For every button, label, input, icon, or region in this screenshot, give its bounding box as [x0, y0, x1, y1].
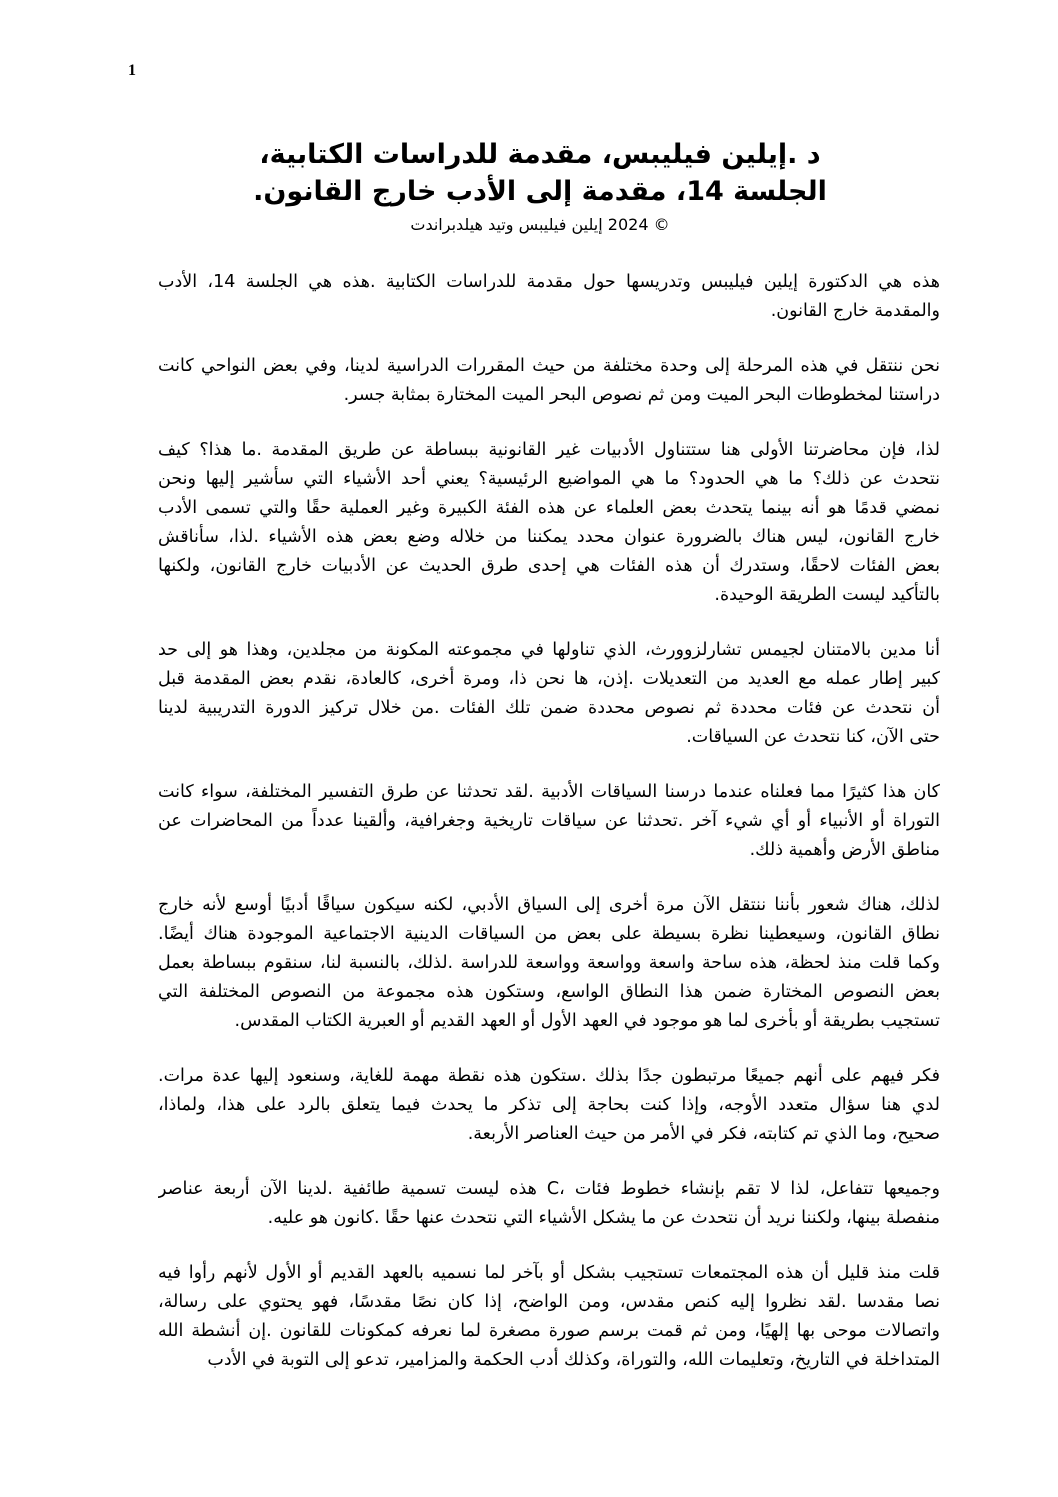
- title-line: الجلسة 14، مقدمة إلى الأدب خارج القانون.: [253, 176, 827, 207]
- paragraph: [158, 778, 940, 865]
- paragraph: [158, 352, 940, 410]
- text-line: فكر فيهم على أنهم جميعًا مرتبطون جدًا بذلك .ستكون هذه نقطة مهمة للغاية، وسنعود إليها عدة مرات.: [158, 1066, 940, 1086]
- text-line: المتداخلة في التاريخ، وتعليمات الله، والتوراة، وكذلك أدب الحكمة والمزامير، تدعو إلى التوبة في الأدب: [207, 1350, 940, 1370]
- text-line: نمضي قدمًا هو أنه بينما يتحدث بعض العلماء عن هذه الفئة الكبيرة وغير العملية حقًا والتي تسمى الأدب: [158, 498, 940, 518]
- text-line: خارج القانون، ليس هناك بالضرورة عنوان محدد يمكننا من خلاله وضع بعض هذه الأشياء .لذا، سأناقش: [158, 527, 940, 547]
- text-line: أن نتحدث عن فئات محددة ثم نصوص محددة ضمن تلك الفئات .من خلال تركيز الدورة التدريبية لدينا: [158, 698, 940, 718]
- text-line: كان هذا كثيرًا مما فعلناه عندما درسنا السياقات الأدبية .لقد تحدثنا عن طرق التفسير المختلفة، سواء كانت: [158, 782, 940, 802]
- paragraph: [158, 436, 940, 610]
- text-line: كبير إطار عمله مع العديد من التعديلات .إذن، ها نحن ذا، ومرة أخرى، كالعادة، نقدم بعض المقدمة قبل: [158, 669, 940, 689]
- copyright-subtitle: © 2024 إيلين فيليبس وتيد هيلدبراندت: [410, 215, 670, 234]
- paragraph: [158, 891, 940, 1036]
- text-line: حتى الآن، كنا نتحدث عن السياقات.: [686, 727, 940, 747]
- text-line: لذلك، هناك شعور بأننا ننتقل الآن مرة أخرى إلى السياق الأدبي، لكنه سيكون سياقًا أدبيًا أوسع لأنه خارج: [158, 895, 940, 915]
- text-line: نحن ننتقل في هذه المرحلة إلى وحدة مختلفة من حيث المقررات الدراسية لدينا، وفي بعض النواحي كانت: [158, 356, 940, 376]
- paragraph: [158, 268, 940, 326]
- text-line: دراستنا لمخطوطات البحر الميت ومن ثم نصوص البحر الميت المختارة بمثابة جسر.: [343, 385, 940, 405]
- text-line: بالتأكيد ليست الطريقة الوحيدة.: [714, 585, 940, 605]
- text-line: صحيح، وما الذي تم كتابته، فكر في الأمر من حيث العناصر الأربعة.: [467, 1124, 940, 1144]
- text-line: نطاق القانون، وسيعطينا نظرة بسيطة على بعض من السياقات الدينية الاجتماعية الموجودة هناك أيضًا.: [158, 924, 940, 944]
- text-line: التوراة أو الأنبياء أو أي شيء آخر .تحدثنا عن سياقات تاريخية وجغرافية، وألقينا عدداً من المحاضرات عن: [158, 811, 940, 831]
- text-line: وكما قلت منذ لحظة، هذه ساحة واسعة وواسعة وواسعة للدراسة .لذلك، بالنسبة لنا، سنقوم ببساطة بعمل: [158, 953, 940, 973]
- text-line: منفصلة بينها، ولكننا نريد أن نتحدث عن ما يشكل الأشياء التي نتحدث عنها حقًا .كانون هو عليه.: [267, 1208, 940, 1228]
- text-line: مناطق الأرض وأهمية ذلك.: [749, 840, 940, 860]
- paragraph: [158, 636, 940, 752]
- text-line: بعض النصوص المختارة ضمن هذا النطاق الواسع، وستكون هذه مجموعة من النصوص المختلفة التي: [158, 982, 940, 1002]
- text-line: بعض الفئات لاحقًا، وستدرك أن هذه الفئات هي إحدى طرق الحديث عن الأدبيات خارج القانون، ولكنها: [158, 556, 940, 576]
- document-body: [158, 268, 940, 1401]
- text-line: نتحدث عن ذلك؟ ما هي الحدود؟ ما هي المواضيع الرئيسية؟ يعني أحد الأشياء التي سأشير إليها ونحن: [158, 469, 940, 489]
- paragraph: [158, 1062, 940, 1149]
- page-number: 1: [128, 62, 136, 79]
- text-line: والمقدمة خارج القانون.: [770, 301, 940, 321]
- text-line: لذا، فإن محاضرتنا الأولى هنا ستتناول الأدبيات غير القانونية ببساطة عن طريق المقدمة .ما هذا؟ كيف: [158, 440, 940, 460]
- text-line: قلت منذ قليل أن هذه المجتمعات تستجيب بشكل أو بآخر لما نسميه بالعهد القديم أو الأول لأنهم رأوا فيه: [158, 1263, 940, 1283]
- text-line: واتصالات موحى بها إلهيًا، ومن ثم قمت برسم صورة مصغرة لما نعرفه كمكونات للقانون .إن أنشطة الله: [158, 1321, 940, 1341]
- text-line: وجميعها تتفاعل، لذا لا تقم بإنشاء خطوط فئات ،C هذه ليست تسمية طائفية .لدينا الآن أربعة عناصر: [158, 1179, 940, 1199]
- text-line: نصا مقدسا .لقد نظروا إليه كنص مقدس، ومن الواضح، إذا كان نصًا مقدسًا، فهو يحتوي على رسالة،: [158, 1292, 940, 1312]
- text-line: لدي هنا سؤال متعدد الأوجه، وإذا كنت بحاجة إلى تذكر ما يحدث فيما يتعلق بالرد على هذا، ولماذا،: [158, 1095, 940, 1115]
- title-line: د .إيلين فيليبس، مقدمة للدراسات الكتابية،: [259, 139, 821, 170]
- text-line: أنا مدين بالامتنان لجيمس تشارلزوورث، الذي تناولها في مجموعته المكونة من مجلدين، وهذا هو إلى حد: [158, 640, 940, 660]
- text-line: هذه هي الدكتورة إيلين فيليبس وتدريسها حول مقدمة للدراسات الكتابية .هذه هي الجلسة 14، الأدب: [158, 272, 940, 292]
- paragraph: [158, 1175, 940, 1233]
- document-header: [150, 136, 930, 238]
- paragraph: [158, 1259, 940, 1375]
- text-line: تستجيب بطريقة أو بأخرى لما هو موجود في العهد الأول أو العهد القديم أو العبرية الكتاب المقدس.: [234, 1011, 940, 1031]
